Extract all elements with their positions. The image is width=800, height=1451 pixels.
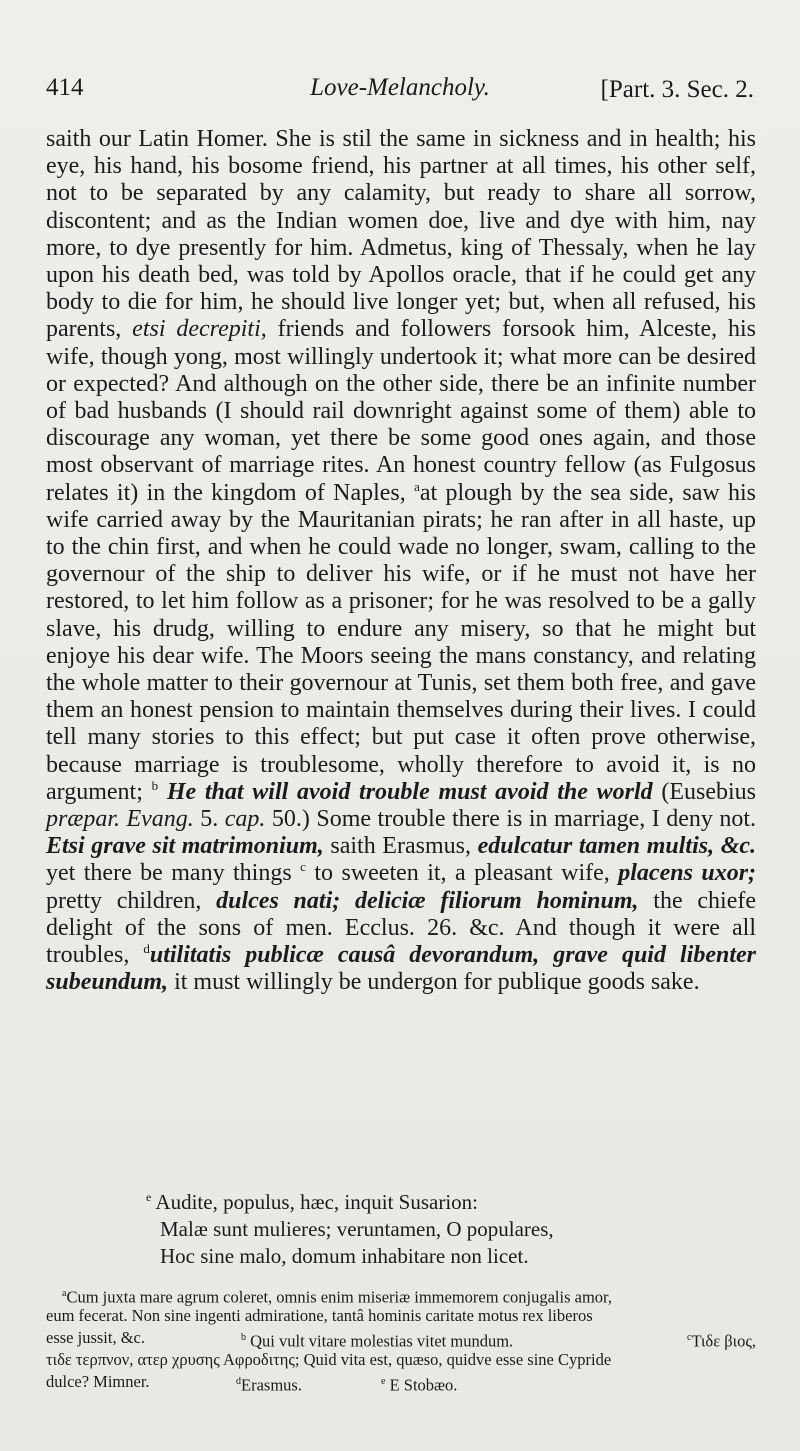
italic-run: edulcatur tamen multis, &c. [477, 833, 757, 860]
footnote-line [46, 1327, 756, 1349]
footnote-c-text: τιδε τερπνον, ατερ χρυσης Αφροδιτης; Quid vita est, quæso, quidve esse sine Cypride [46, 1350, 612, 1369]
text-run: the chiefe delight of the sons of men. Ecclus. 26. &c. And though it were all troubles, [46, 887, 756, 969]
footnote-line [46, 1305, 756, 1327]
text-run: saith Erasmus, [323, 833, 478, 860]
text-run: pretty children, [46, 887, 217, 914]
text-run: 50.) Some trouble there is in marriage, I deny not. [265, 806, 757, 833]
verse-line [146, 1243, 706, 1270]
footnote-c-marker: c [687, 1332, 692, 1343]
text-run: at plough by the sea side, saw his wife carried away by the Mauritanian pirats; he ran after in all haste, up to the chin first, and when he could wade no longer, swam, calling to the governour of the ship to deliver his wife, or if he must not have her restored, to let him follow as a prisoner; for he was resolved to be a gally slave, his drudg, willing to endure any misery, so that he might but enjoye his dear wife. The Moors seeing the mans constancy, and relating the whole matter to their governour at Tunis, set them both free, and gave them an honest pension to maintain themselves during their lives. I could tell many stories to this effect; but put case it often prove otherwise, because marriage is troublesome, wholly therefore to avoid it, is no argument; [46, 479, 756, 805]
running-title: Love-Melancholy. [310, 74, 490, 101]
footnote-d [236, 1371, 302, 1397]
italic-run: etsi decrepiti, [132, 316, 267, 343]
text-run: saith our Latin Homer. She is stil the same in sickness and in health; his eye, his hand, his bosome friend, his partner at all times, his other self, not to be separated by any calamity, but ready to share all sorrow, discontent; and as the Indian women doe, live and dye with him, nay more, to dye presently for him. Admetus, king of Thessaly, when he lay upon his death bed, was told by Apollos oracle, that if he could get any body to die for him, he should live longer yet; but, when all refused, his parents, [46, 126, 756, 343]
footnote-b-text: Qui vult vitare molestias vitet mundum. [250, 1331, 514, 1351]
section-reference: [Part. 3. Sec. 2. [600, 76, 754, 103]
body-text [46, 126, 756, 997]
text-run: it must willingly be undergon for publique goods sake. [168, 969, 700, 996]
footnote-marker-e: e [146, 1190, 152, 1204]
italic-run: dulces nati; deliciæ filiorum hominum, [216, 887, 639, 914]
text-run: (Eusebius [652, 778, 757, 805]
footnote-marker-a: a [414, 478, 420, 494]
verse-text: Hoc sine malo, domum inhabitare non licet. [160, 1244, 529, 1268]
verse-text: Audite, populus, hæc, inquit Susarion: [155, 1190, 478, 1214]
footnote-e [381, 1371, 457, 1397]
verse-quotation [146, 1184, 706, 1270]
italic-run: cap. [224, 806, 266, 833]
footnote-a-text: Cum juxta mare agrum coleret, omnis enim miseriæ immemorem conjugalis amor, [66, 1287, 613, 1307]
italic-run: utilitatis publicæ causâ devorandum, grave quid libenter subeundum, [46, 942, 756, 996]
page-number: 414 [46, 74, 84, 101]
verse-text: Malæ sunt mulieres; veruntamen, O populares, [160, 1217, 554, 1241]
footnotes [46, 1283, 756, 1393]
verse-line [146, 1216, 706, 1243]
text-run: friends and followers forsook him, Alceste, his wife, though yong, most willingly undertook it; what more can be desired or expected? And although on the other side, there be an infinite number of bad husbands (I should rail downright against some of them) able to discourage any woman, yet there be some good ones again, and those most observant of marriage rites. An honest country fellow (as Fulgosus relates it) in the kingdom of Naples, [46, 316, 756, 506]
footnote-d-marker: d [236, 1376, 241, 1387]
footnote-line [46, 1283, 756, 1305]
running-header [46, 70, 754, 110]
italic-run: Etsi grave sit matrimonium, [46, 833, 324, 860]
footnote-b-marker: b [241, 1332, 246, 1343]
footnote-d-text: Erasmus. [241, 1375, 302, 1395]
footnote-c-text: dulce? Mimner. [46, 1372, 150, 1391]
footnote-a-text: esse jussit, &c. [46, 1328, 145, 1347]
footnote-line [46, 1349, 756, 1371]
italic-run: He that will avoid trouble must avoid the world [166, 778, 653, 805]
footnote-a-text: eum fecerat. Non sine ingenti admiratione, tantâ hominis caritate motus rex liberos [46, 1306, 593, 1325]
text-run: to sweeten it, a pleasant wife, [314, 860, 619, 887]
footnote-a-marker: a [62, 1288, 67, 1299]
text-run: 5. [193, 806, 225, 833]
footnote-line [46, 1371, 756, 1393]
italic-run: placens uxor; [618, 860, 757, 887]
footnote-marker-c: c [300, 859, 306, 875]
footnote-e-marker: e [381, 1376, 386, 1387]
footnote-marker-d: d [143, 941, 150, 957]
verse-line [146, 1184, 706, 1216]
text-run: yet there be many things [46, 860, 301, 887]
footnote-marker-b: b [151, 777, 159, 793]
footnote-e-text: E Stobæo. [389, 1375, 458, 1395]
main-paragraph [46, 126, 756, 997]
footnote-c-text: Τιδε βιος, [691, 1331, 756, 1351]
italic-run: præpar. Evang. [46, 806, 194, 833]
